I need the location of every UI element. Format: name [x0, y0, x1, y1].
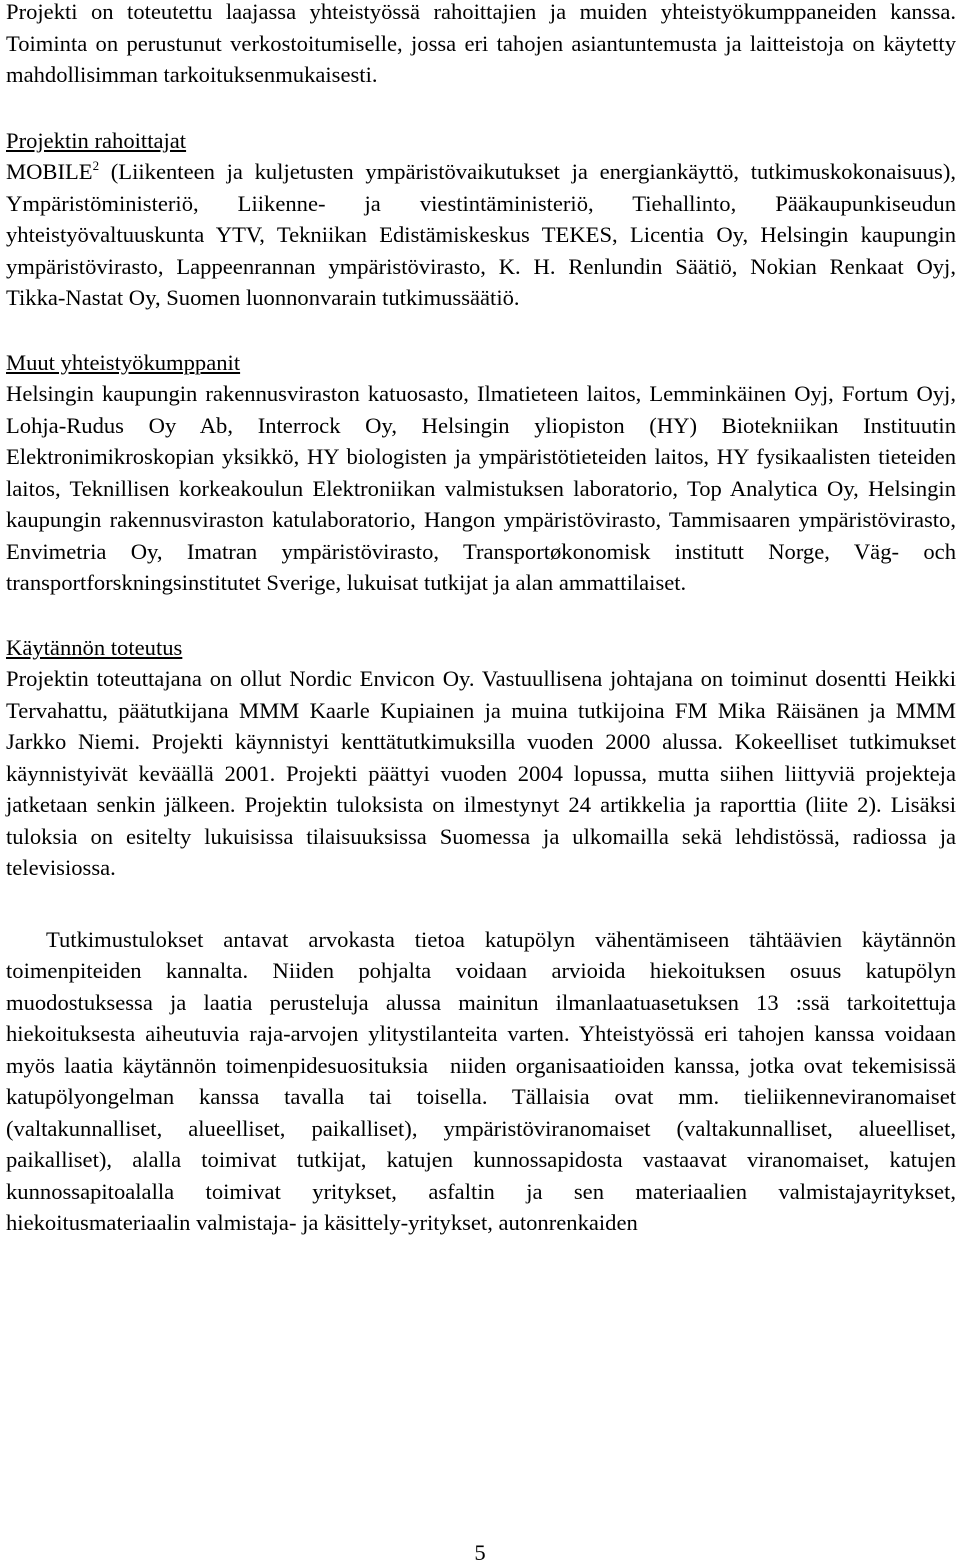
- funders-paragraph: [6, 156, 956, 314]
- program-name: MOBILE: [6, 159, 93, 184]
- intro-paragraph: Projekti on toteutettu laajassa yhteistyössä rahoittajien ja muiden yhteistyökumppaneiden kanssa. Toiminta on perustunut verkostoitumiselle, jossa eri tahojen asiantuntemusta ja laitteistoja on käytetty mahdollisimman tarkoituksenmukaisesti.: [6, 0, 956, 87]
- results-text-part1: Tutkimustulokset antavat arvokasta tietoa katupölyn vähentämiseen tähtäävien käytännön toimenpiteiden kannalta. Niiden pohjalta voidaan arvioida hiekoituksen osuus katupölyn muodostuksessa ja laatia perusteluja alussa mainitun ilmanlaatuasetuksen 13 :ssä tarkoitettuja hiekoituksesta aiheutuvia raja-arvojen ylitystilanteita varten. Yhteistyössä eri tahojen kanssa voidaan myös laatia käytännön toimenpidesuosituksia: [6, 926, 956, 1078]
- results-paragraph: [6, 924, 956, 1239]
- program-superscript: 2: [92, 158, 100, 173]
- funders-section: [6, 125, 956, 314]
- funders-text: (Liikenteen ja kuljetusten ympäristövaikutukset ja energiankäyttö, tutkimuskokonaisuus), Ympäristöministeriö, Liikenne- ja viestintäministeriö, Tiehallinto, Pääkaupunkiseudun yhteistyövaltuuskunta YTV, Tekniikan Edistämiskeskus TEKES, Licentia Oy, Helsingin kaupungin ympäristövirasto, Lappeenrannan ympäristövirasto, K. H. Renlundin Säätiö, Nokian Renkaat Oyj, Tikka-Nastat Oy, Suomen luonnonvarain tutkimussäätiö.: [6, 159, 956, 310]
- funders-heading: Projektin rahoittajat: [6, 127, 187, 153]
- results-text-part2: niiden organisaatioiden kanssa, jotka ovat tekemisissä katupölyongelman kanssa tavalla tai toisella. Tällaisia ovat mm. tieliikenneviranomaiset (valtakunnalliset, alueelliset, paikalliset), ympäristöviranomaiset (valtakunnalliset, alueelliset, paikalliset), alalla toimivat tutkijat, katujen kunnossapidosta vastaavat viranomaiset, katujen kunnossapitoalalla toimivat yritykset, asfaltin ja sen materiaalien valmistajayritykset, hiekoitusmateriaalin valmistaja- ja käsittely-yritykset, autonrenkaiden: [6, 1052, 956, 1235]
- implementation-heading: Käytännön toteutus: [6, 634, 183, 660]
- page-number: 5: [474, 1540, 486, 1565]
- implementation-section: [6, 632, 956, 884]
- document-page: [6, 0, 956, 1239]
- partners-section: [6, 347, 956, 599]
- partners-heading: Muut yhteistyökumppanit: [6, 349, 241, 375]
- implementation-paragraph: Projektin toteuttajana on ollut Nordic Envicon Oy. Vastuullisena johtajana on toiminut dosentti Heikki Tervahattu, päätutkijana MMM Kaarle Kupiainen ja muina tutkijoina FM Mika Räisänen ja MMM Jarkko Niemi. Projekti käynnistyi kenttätutkimuksilla vuoden 2000 alussa. Kokeelliset tutkimukset käynnistyivät keväällä 2001. Projekti päättyi vuoden 2004 lopussa, mutta siihen liittyviä projekteja jatketaan senkin jälkeen. Projektin tuloksista on ilmestynyt 24 artikkelia ja raporttia (liite 2). Lisäksi tuloksia on esitelty lukuisissa tilaisuuksissa Suomessa ja ulkomailla sekä lehdistössä, radiossa ja televisiossa.: [6, 666, 956, 880]
- partners-paragraph: Helsingin kaupungin rakennusviraston katuosasto, Ilmatieteen laitos, Lemminkäinen Oyj, Fortum Oyj, Lohja-Rudus Oy Ab, Interrock Oy, Helsingin yliopiston (HY) Biotekniikan Instituutin Elektronimikroskopian yksikkö, HY biologisten ja ympäristötieteiden laitos, HY fysikaalisten tieteiden laitos, Teknillisen korkeakoulun Elektroniikan valmistuksen laboratorio, Top Analytica Oy, Helsingin kaupungin rakennusviraston katulaboratorio, Hangon ympäristövirasto, Tammisaaren ympäristövirasto, Envimetria Oy, Imatran ympäristövirasto, Transportøkonomisk institutt Norge, Väg- och transportforskningsinstitutet Sverige, lukuisat tutkijat ja alan ammattilaiset.: [6, 381, 956, 595]
